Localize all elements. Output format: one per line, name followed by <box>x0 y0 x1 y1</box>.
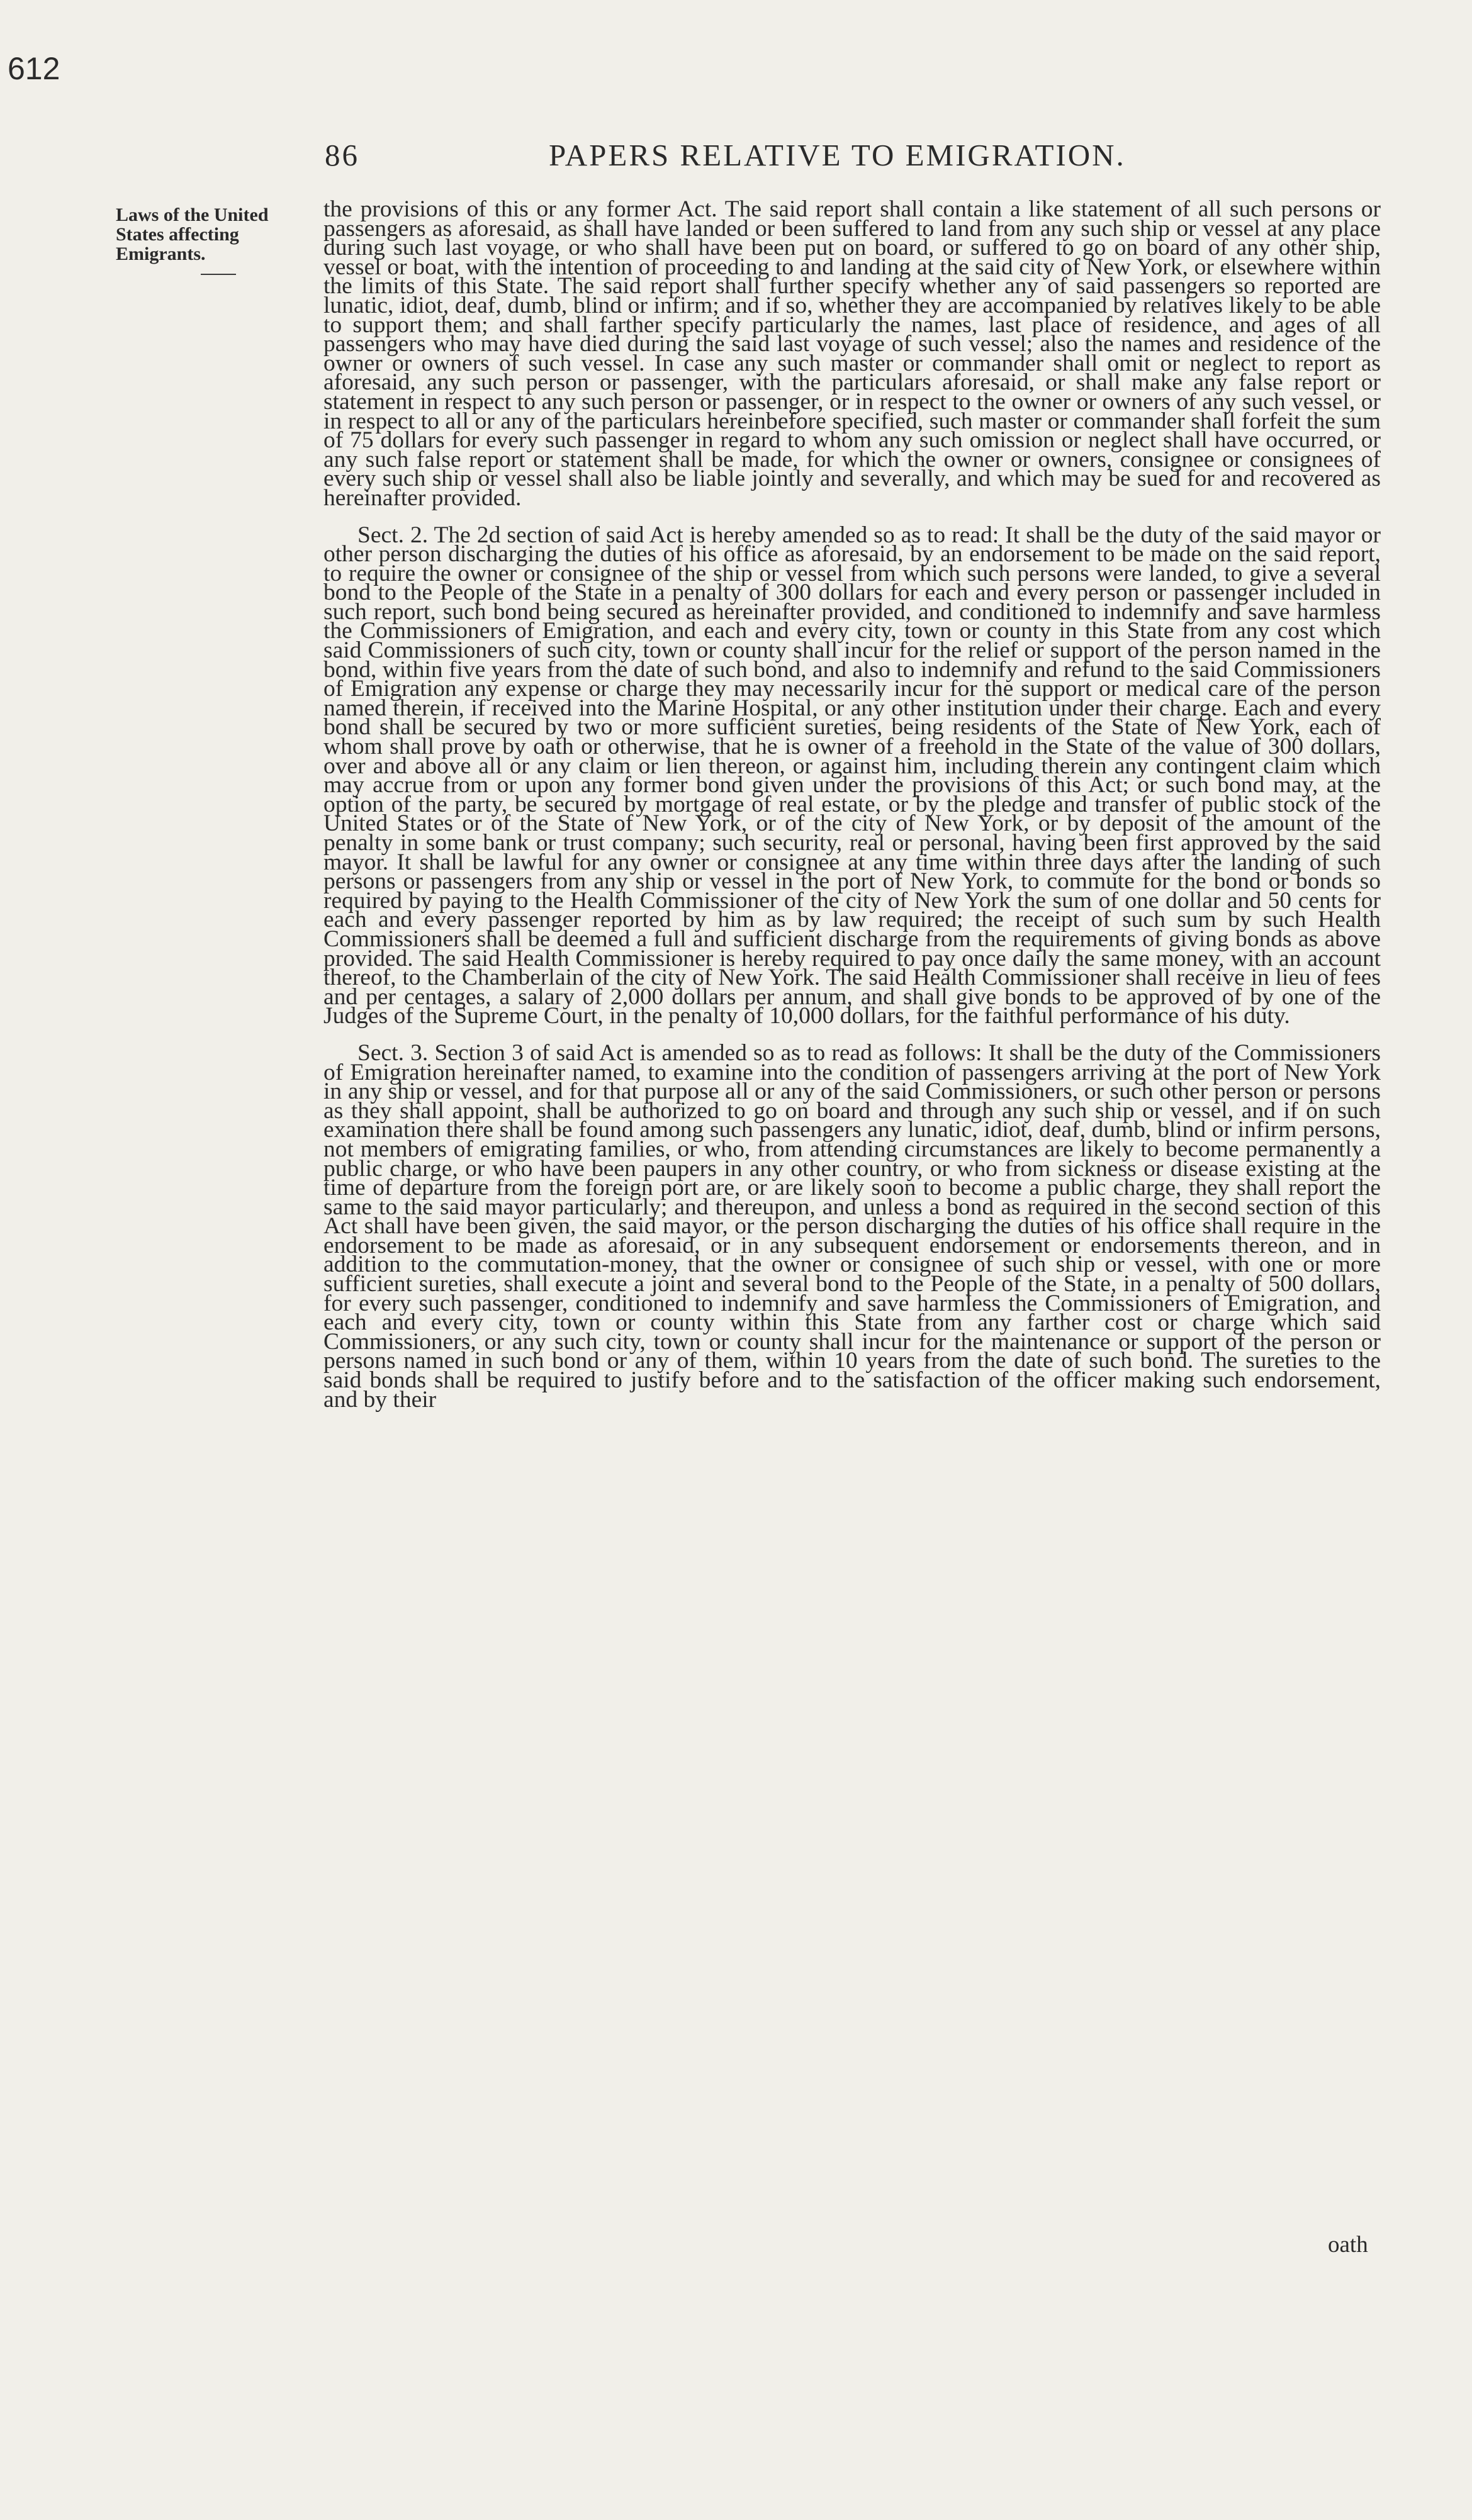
margin-note-text: Laws of the United States affecting Emigrants. <box>116 204 269 264</box>
body-text <box>323 196 1381 1413</box>
page-number: 86 <box>325 138 359 172</box>
paragraph-section-3: Sect. 3. Section 3 of said Act is amended so as to read as follows: It shall be the duty of the Commissioners of Emigration hereinafter named, to examine into the condition of passengers arriving at the port of New York in any ship or vessel, and for that purpose all or any of the said Commissioners, or such other person or persons as they shall appoint, shall be authorized to go on board and through any such ship or vessel, and if on such examination there shall be found among such passengers any lunatic, idiot, deaf, dumb, blind or infirm persons, not members of emigrating families, or who, from attending circumstances are likely to become permanently a public charge, or who have been paupers in any other country, or who from sickness or disease existing at the time of departure from the foreign port are, or are likely soon to become a public charge, they shall report the same to the said mayor particularly; and thereupon, and unless a bond as required in the second section of this Act shall have been given, the said mayor, or the person discharging the duties of his office shall require in the endorsement to be made as aforesaid, or in any subsequent endorsement or endorsements thereon, and in addition to the commutation-money, that the owner or consignee of such ship or vessel, with one or more sufficient sureties, shall execute a joint and several bond to the People of the State, in a penalty of 500 dollars, for every such passenger, conditioned to indemnify and save harmless the Commissioners of Emigration, and each and every city, town or county within this State from any farther cost or charge which said Commissioners, or any such city, town or county shall incur for the maintenance or support of the person or persons named in such bond or any of them, within 10 years from the date of such bond. The sureties to the said bonds shall be required to justify before and to the satisfaction of the officer making such endorsement, and by their <box>323 1039 1381 1413</box>
scan-page-number: 612 <box>8 51 60 86</box>
running-title: PAPERS RELATIVE TO EMIGRATION. <box>549 138 1126 172</box>
catchword: oath <box>1328 2232 1368 2258</box>
running-head <box>325 137 1162 175</box>
margin-note-rule <box>201 274 236 275</box>
paragraph-section-2: Sect. 2. The 2d section of said Act is hereby amended so as to read: It shall be the duty of the said mayor or other person discharging the duties of his office as aforesaid, by an endorsement to be made on the said report, to require the owner or consignee of the ship or vessel from which such persons were landed, to give a several bond to the People of the State in a penalty of 300 dollars for each and every person or passenger included in such report, such bond being secured as hereinafter provided, and conditioned to indemnify and save harmless the Commissioners of Emigration, and each and every city, town or county in this State from any cost which said Commissioners of such city, town or county shall incur for the relief or support of the person named in the bond, within five years from the date of such bond, and also to indemnify and refund to the said Commissioners of Emigration any expense or charge they may necessarily incur for the support or medical care of the person named therein, if received into the Marine Hospital, or any other institution under their charge. Each and every bond shall be secured by two or more sufficient sureties, being residents of the State of New York, each of whom shall prove by oath or otherwise, that he is owner of a freehold in the State of the value of 300 dollars, over and above all or any claim or lien thereon, or against him, including therein any contingent claim which may accrue from or upon any former bond given under the provisions of this Act; or such bond may, at the option of the party, be secured by mortgage of real estate, or by the pledge and transfer of public stock of the United States or of the State of New York, or of the city of New York, or by deposit of the amount of the penalty in some bank or trust company; such security, real or personal, having been first approved by the said mayor. It shall be lawful for any owner or consignee at any time within three days after the landing of such persons or passengers from any ship or vessel in the port of New York, to commute for the bond or bonds so required by paying to the Health Commissioner of the city of New York the sum of one dollar and 50 cents for each and every passenger reported by him as by law required; the receipt of such sum by such Health Commissioners shall be deemed a full and sufficient discharge from the requirements of giving bonds as above provided. The said Health Commissioner is hereby required to pay once daily the same money, with an account thereof, to the Chamberlain of the city of New York. The said Health Commissioner shall receive in lieu of fees and per centages, a salary of 2,000 dollars per annum, and shall give bonds to be approved of by one of the Judges of the Supreme Court, in the penalty of 10,000 dollars, for the faithful performance of his duty. <box>323 522 1381 1029</box>
paragraph-continued: the provisions of this or any former Act. The said report shall contain a like statement of all such persons or passengers as aforesaid, as shall have landed or been suffered to land from any such ship or vessel at any place during such last voyage, or who shall have been put on board, or suffered to go on board of any other ship, vessel or boat, with the intention of proceeding to and landing at the said city of New York, or elsewhere within the limits of this State. The said report shall further specify whether any of said passengers so reported are lunatic, idiot, deaf, dumb, blind or infirm; and if so, whether they are accompanied by relatives likely to be able to support them; and shall farther specify particularly the names, last place of residence, and ages of all passengers who may have died during the said last voyage of such vessel; also the names and residence of the owner or owners of such vessel. In case any such master or commander shall omit or neglect to report as aforesaid, any such person or passenger, with the particulars aforesaid, or shall make any false report or statement in respect to any such person or passenger, or in respect to the owner or owners of any such vessel, or in respect to all or any of the particulars hereinbefore specified, such master or commander shall forfeit the sum of 75 dollars for every such passenger in regard to whom any such omission or neglect shall have occurred, or any such false report or statement shall be made, for which the owner or owners, consignee or consignees of every such ship or vessel shall also be liable jointly and severally, and which may be sued for and recovered as hereinafter provided. <box>323 196 1381 511</box>
margin-note <box>116 205 317 275</box>
